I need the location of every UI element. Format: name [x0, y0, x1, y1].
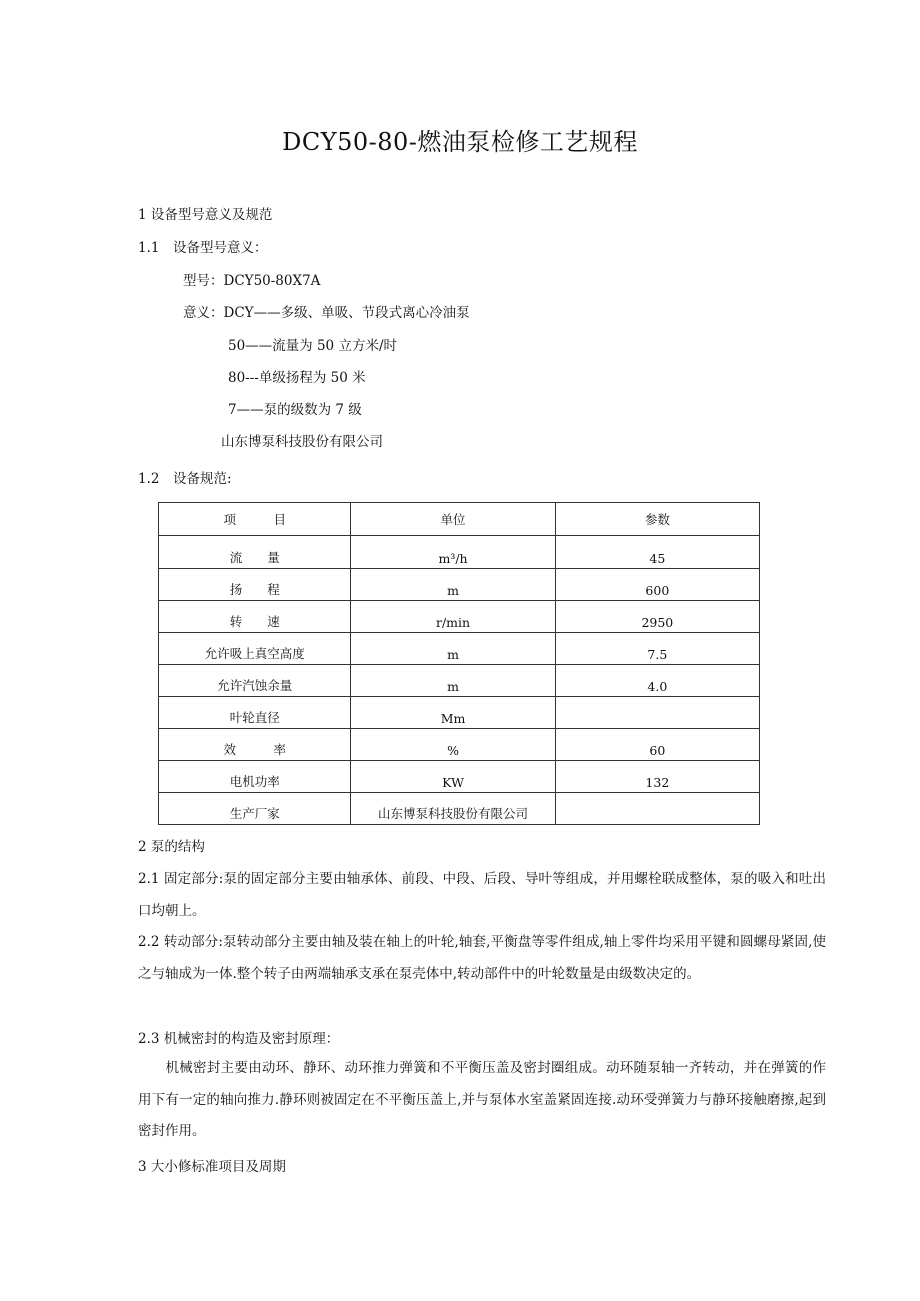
- table-header-row: [159, 503, 760, 536]
- meaning-7-line: 7——泵的级数为 7 级: [228, 402, 362, 418]
- row-value: 132: [555, 761, 759, 793]
- row-value: 60: [555, 729, 759, 761]
- section-2-heading: 2 泵的结构: [138, 839, 205, 855]
- header-item: 项 目: [159, 503, 351, 536]
- table-row: [159, 729, 760, 761]
- row-unit: m: [351, 569, 555, 601]
- section-1-heading: 1 设备型号意义及规范: [138, 207, 273, 223]
- table-row: [159, 697, 760, 729]
- section-1-2-heading: 1.2 设备规范:: [138, 471, 232, 487]
- row-item: 允许汽蚀余量: [159, 665, 351, 697]
- row-value: 4.0: [555, 665, 759, 697]
- meaning-80-line: 80---单级扬程为 50 米: [228, 370, 366, 386]
- row-item: 叶轮直径: [159, 697, 351, 729]
- table-row: [159, 665, 760, 697]
- spec-table: [158, 502, 760, 825]
- section-2-2-paragraph: 2.2 转动部分:泵转动部分主要由轴及装在轴上的叶轮,轴套,平衡盘等零件组成,轴上零件均采用平键和圆螺母紧固,使之与轴成为一体.整个转子由两端轴承支承在泵壳体中,转动部件中的叶轮数量是由级数决定的。: [138, 934, 826, 982]
- row-item: 流 量: [159, 536, 351, 569]
- table-row: [159, 601, 760, 633]
- section-2-3-paragraph: 机械密封主要由动环、静环、动环推力弹簧和不平衡压盖及密封圈组成。动环随泵轴一齐转动，并在弹簧的作用下有一定的轴向推力.静环则被固定在不平衡压盖上,并与泵体水室盖紧固连接.动环受弹簧力与静环接触磨擦,起到密封作用。: [138, 1060, 826, 1139]
- row-item: 电机功率: [159, 761, 351, 793]
- row-value: [555, 697, 759, 729]
- section-2-3-heading: 2.3 机械密封的构造及密封原理：: [138, 1031, 340, 1047]
- table-row: [159, 633, 760, 665]
- row-value: 2950: [555, 601, 759, 633]
- table-row: [159, 761, 760, 793]
- row-item: 允许吸上真空高度: [159, 633, 351, 665]
- row-item: 转 速: [159, 601, 351, 633]
- row-value: 45: [555, 536, 759, 569]
- row-item: 效 率: [159, 729, 351, 761]
- section-3-heading: 3 大小修标准项目及周期: [138, 1159, 286, 1175]
- manufacturer-line: 山东博泵科技股份有限公司: [221, 434, 383, 450]
- section-2-1-paragraph: 2.1 固定部分:泵的固定部分主要由轴承体、前段、中段、后段、导叶等组成，并用螺栓联成整体，泵的吸入和吐出口均朝上。: [138, 871, 826, 919]
- row-unit: m: [351, 633, 555, 665]
- row-unit: m³/h: [351, 536, 555, 569]
- row-unit: %: [351, 729, 555, 761]
- row-item: 扬 程: [159, 569, 351, 601]
- row-value: 7.5: [555, 633, 759, 665]
- table-row: [159, 569, 760, 601]
- header-unit: 单位: [351, 503, 555, 536]
- document-title: DCY50-80-燃油泵检修工艺规程: [282, 128, 638, 156]
- meaning-50-line: 50——流量为 50 立方米/时: [228, 338, 397, 354]
- table-row: [159, 536, 760, 569]
- table-row: [159, 793, 760, 825]
- row-unit: m: [351, 665, 555, 697]
- row-item: 生产厂家: [159, 793, 351, 825]
- row-unit: 山东博泵科技股份有限公司: [351, 793, 555, 825]
- row-unit: Mm: [351, 697, 555, 729]
- model-line: 型号：DCY50-80X7A: [183, 273, 321, 289]
- row-value: 600: [555, 569, 759, 601]
- row-value: [555, 793, 759, 825]
- row-unit: r/min: [351, 601, 555, 633]
- header-value: 参数: [555, 503, 759, 536]
- row-unit: KW: [351, 761, 555, 793]
- section-1-1-heading: 1.1 设备型号意义：: [138, 240, 268, 256]
- meaning-line: 意义：DCY——多级、单吸、节段式离心冷油泵: [183, 305, 470, 321]
